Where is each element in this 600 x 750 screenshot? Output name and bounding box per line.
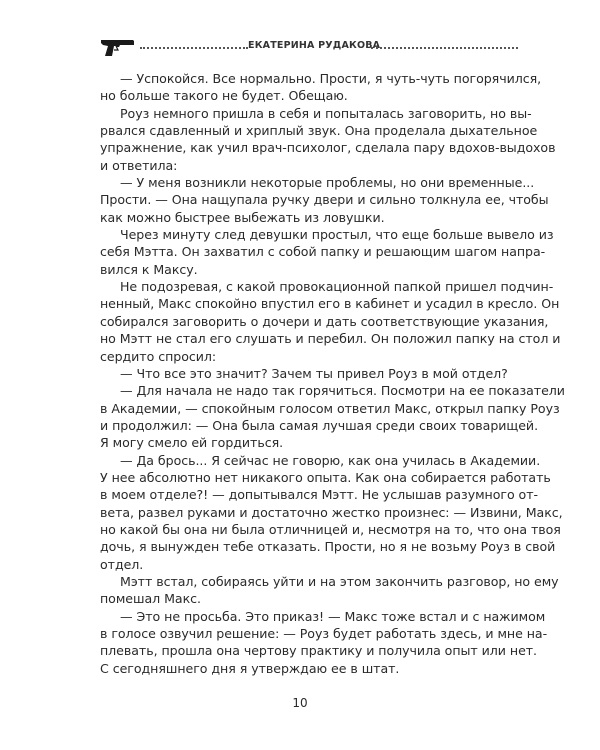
text-line: но Мэтт не стал его слушать и перебил. Он положил папку на стол и xyxy=(100,331,561,347)
text-line: С сегодняшнего дня я утверждаю ее в штат. xyxy=(100,660,400,676)
text-line: Я могу смело ей гордиться. xyxy=(100,435,284,451)
text-line: собирался заговорить о дочери и дать соответствующие указания, xyxy=(100,313,549,329)
text-line: Через минуту след девушки простыл, что еще больше вывело из xyxy=(120,227,554,243)
author-name: ЕКАТЕРИНА РУДАКОВА xyxy=(248,40,381,51)
text-line: отдел. xyxy=(100,556,144,572)
page-number: 10 xyxy=(292,696,308,710)
text-line: но больше такого не будет. Обещаю. xyxy=(100,88,348,104)
text-line: — У меня возникли некоторые проблемы, но они временные... xyxy=(120,175,535,191)
header-dotted-rule-right xyxy=(371,47,518,49)
text-line: Не подозревая, с какой провокационной папкой пришел подчин- xyxy=(120,279,554,295)
text-line: дочь, я вынужден тебе отказать. Прости, но я не возьму Роуз в свой xyxy=(100,539,556,555)
text-line: и продолжил: — Она была самая лучшая среди своих товарищей. xyxy=(100,417,539,433)
text-line: но какой бы она ни была отличницей и, несмотря на то, что она твоя xyxy=(100,521,561,537)
text-line: Роуз немного пришла в себя и попыталась заговорить, но вы- xyxy=(120,105,532,121)
text-line: ненный, Макс спокойно впустил его в кабинет и усадил в кресло. Он xyxy=(100,296,560,312)
header-dotted-rule-left xyxy=(140,47,248,49)
text-line: упражнение, как учил врач-психолог, сделала пару вдохов-выдохов xyxy=(100,140,556,156)
text-line: сердито спросил: xyxy=(100,348,217,364)
text-line: — Да брось... Я сейчас не говорю, как она училась в Академии. xyxy=(120,452,541,468)
text-line: в моем отделе?! — допытывался Мэтт. Не услышав разумного от- xyxy=(100,487,538,503)
text-line: У нее абсолютно нет никакого опыта. Как она собирается работать xyxy=(100,469,551,485)
running-header xyxy=(100,36,518,60)
pistol-icon xyxy=(100,38,136,58)
text-line: рвался сдавленный и хриплый звук. Она проделала дыхательное xyxy=(100,123,538,139)
text-line: в голосе озвучил решение: — Роуз будет работать здесь, и мне на- xyxy=(100,626,548,641)
text-line: вился к Максу. xyxy=(100,261,198,277)
text-line: как можно быстрее выбежать из ловушки. xyxy=(100,209,385,225)
text-line: вета, развел руками и достаточно жестко произнес: — Извини, Макс, xyxy=(100,504,563,520)
text-line: помешал Макс. xyxy=(100,591,201,607)
text-line: — Что все это значит? Зачем ты привел Роуз в мой отдел? xyxy=(120,365,508,381)
body-text xyxy=(100,70,565,677)
text-line: — Это не просьба. Это приказ! — Макс тоже встал и с нажимом xyxy=(120,608,546,624)
text-line: Прости. — Она нащупала ручку двери и сильно толкнула ее, чтобы xyxy=(100,192,549,208)
text-line: в Академии, — спокойным голосом ответил Макс, открыл папку Роуз xyxy=(100,400,560,416)
text-line: — Успокойся. Все нормально. Прости, я чуть-чуть погорячился, xyxy=(120,71,542,86)
text-line: плевать, прошла она чертову практику и получила опыт или нет. xyxy=(100,643,538,659)
text-line: — Для начала не надо так горячиться. Посмотри на ее показатели xyxy=(120,383,565,399)
text-line: себя Мэтта. Он захватил с собой папку и решающим шагом напра- xyxy=(100,244,546,260)
text-line: и ответила: xyxy=(100,157,178,173)
text-line: Мэтт встал, собираясь уйти и на этом закончить разговор, но ему xyxy=(120,573,559,589)
